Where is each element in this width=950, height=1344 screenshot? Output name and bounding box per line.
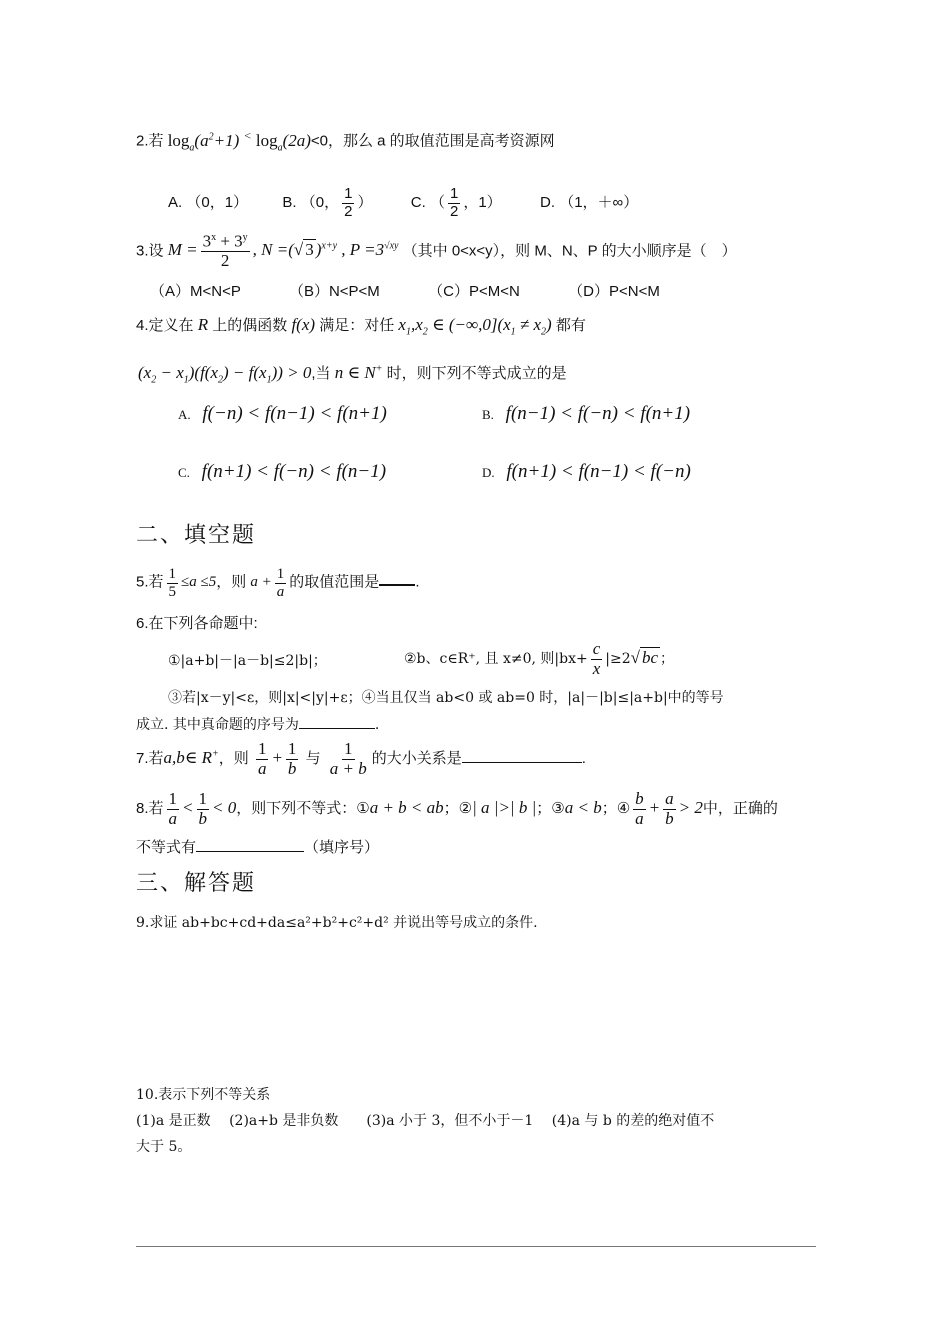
footer-divider	[136, 1246, 816, 1247]
q7-stem: 7.若a,b∈ R+，则 $\frac{1}{a}$ + $\frac{1}{b}$ 与 $\frac{1}{a + b}$ 的大小关系是 .	[136, 739, 586, 778]
q8-line2: 不等式有 （填序号）	[136, 839, 380, 856]
q8-stem: 8.若 $\frac{1}{a}$ < $\frac{1}{b}$ < 0，则下列不等式：①a + b < ab；②| a |>| b |；③a < b；④ $\frac{b}{a}$ + $\frac{a}{b}$ > 2中，正确的	[136, 789, 778, 828]
q6-title: 6.在下列各命题中:	[136, 615, 258, 632]
q6-line4: 成立. 其中真命题的序号为 .	[136, 717, 380, 733]
q6-item-3-4: ③若|x－y|<ε，则|x|<|y|+ε；④当且仅当 ab<0 或 ab=0 时，|a|－|b|≤|a+b|中的等号	[168, 690, 724, 706]
q4-option-c: C. f(n+1) < f(−n) < f(n−1)	[178, 461, 387, 482]
q6-answer-blank[interactable]	[299, 728, 375, 729]
q2-stem: 2.若 $\log_a(a^2+1)$ < $\log_a(2a)<0$，那么 a 的取值范围是高考资源网	[136, 128, 555, 154]
q10-title: 10.表示下列不等关系	[136, 1087, 271, 1103]
q9-stem: 9.求证 ab+bc+cd+da≤a²+b²+c²+d² 并说出等号成立的条件.	[136, 915, 538, 931]
q10-items: (1)a 是正数 (2)a+b 是非负数 (3)a 小于 3，但不小于－1 (4)a 与 b 的差的绝对值不	[136, 1113, 715, 1129]
section-heading-solutions: 三、解答题	[136, 871, 257, 896]
q4-option-b: B. f(n−1) < f(−n) < f(n+1)	[482, 403, 691, 424]
q3-stem: 3.设 M = $\frac{3^x + 3^y}{2}$ , N =(√ 3 )$^{x+y}$ , $P =3^{√xy}$ （其中 0<x<y），则 M、N、P 的大小顺序是（ ）	[136, 231, 737, 271]
q3-options: （A）M<N<P （B）N<P<M （C）P<M<N （D）P<N<M	[150, 283, 660, 300]
q2-expression: $\log_a(a^2+1)$ < $\log_a(2a)$	[167, 128, 311, 154]
q6-item-1: ①|a+b|－|a－b|≤2|b|；	[168, 653, 327, 669]
q5-stem: 5.若 $\frac{1}{5}$ ≤a ≤5，则 a + $\frac{1}{a}$ 的取值范围是 .	[136, 566, 420, 600]
q2-options: A. （0，1） B. （0， $\frac{1}{2}$ ） C. （ $\frac{1}{2}$ ，1） D. （1，＋∞）	[168, 185, 639, 220]
q6-item-2: ②b、c∈R⁺, 且 x≠0, 则|bx+ $\frac{c}{x}$ |≥2√ bc ；	[404, 639, 675, 678]
section-heading-fill-in: 二、填空题	[136, 523, 257, 548]
q7-answer-blank[interactable]	[462, 762, 582, 763]
q5-answer-blank[interactable]	[379, 584, 415, 586]
q3-expression: M = $\frac{3^x + 3^y}{2}$ , N =(√ 3 )$^{x+y}$ , $P =3^{√xy}$	[167, 231, 399, 271]
q8-answer-blank[interactable]	[196, 851, 304, 852]
q10-items-cont: 大于 5。	[136, 1139, 192, 1155]
q4-option-d: D. f(n+1) < f(n−1) < f(−n)	[482, 461, 691, 482]
q4-option-a: A. f(−n) < f(n−1) < f(n+1)	[178, 403, 387, 424]
q4-line2: $(x_2 - x_1)(f(x_2) - f(x_1)) > 0$,当 n ∈ N+ 时，则下列不等式成立的是	[138, 363, 567, 386]
q4-line1: 4.定义在 R 上的偶函数 f(x) 满足：对任 $x_1,x_2$ ∈ $(-\infty,0](x_1 \ne x_2)$ 都有	[136, 315, 586, 338]
